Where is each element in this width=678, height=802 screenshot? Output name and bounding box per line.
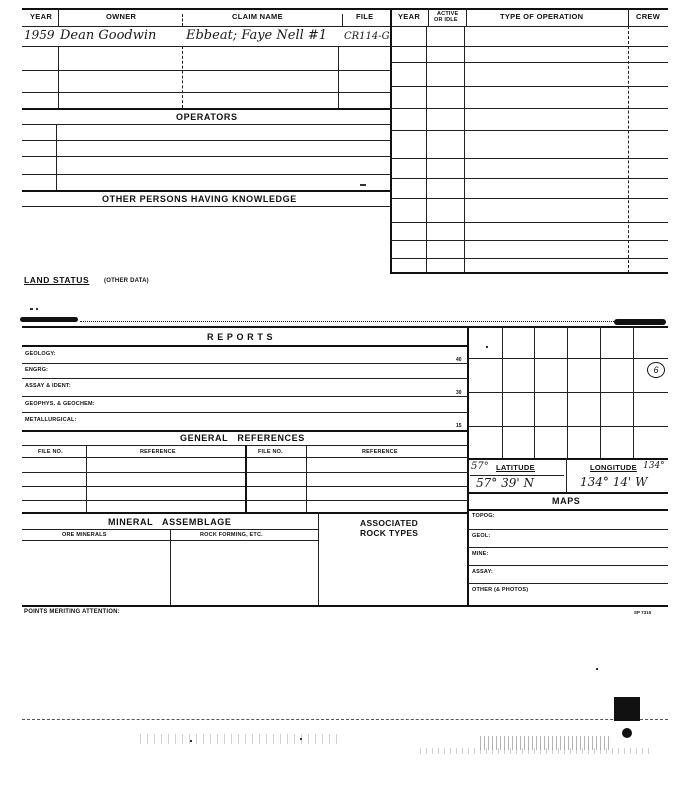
entry-owner: Dean Goodwin xyxy=(60,28,157,43)
associated-rock-label-2: ROCK TYPES xyxy=(360,528,419,538)
entry-file: CR114-G xyxy=(344,31,390,42)
land-status-label: LAND STATUS xyxy=(24,275,90,285)
scan-noise-band-2 xyxy=(140,734,340,744)
lat-prefix: 57° xyxy=(471,461,489,472)
reports-engrg: ENGRG: xyxy=(25,367,49,373)
reports-geology: GEOLOGY: xyxy=(25,351,56,357)
header-claim-name: CLAIM NAME xyxy=(232,12,283,21)
header-active: ACTIVE xyxy=(437,11,459,17)
grid-circle-mark xyxy=(647,362,665,378)
entry-year: 1959 xyxy=(24,28,55,42)
scan-smear-left xyxy=(20,317,78,322)
maps-assay: ASSAY: xyxy=(472,569,494,575)
reports-metallurgical: METALLURGICAL: xyxy=(25,417,77,423)
header-type-of-operation: TYPE OF OPERATION xyxy=(500,12,584,21)
maps-topog: TOPOG: xyxy=(472,513,495,519)
associated-rock-label-1: ASSOCIATED xyxy=(360,518,419,528)
header-year: YEAR xyxy=(30,12,53,21)
reports-assay-num: 30 xyxy=(456,390,462,396)
points-meriting-label: POINTS MERITING ATTENTION: xyxy=(24,609,120,615)
registration-mark-dot xyxy=(622,728,632,738)
registration-mark-square xyxy=(614,697,640,721)
reports-title: R E P O R T S xyxy=(207,332,274,342)
ref-reference-2: REFERENCE xyxy=(362,449,398,455)
longitude-value: 134° 14' W xyxy=(580,475,648,489)
header-year-2: YEAR xyxy=(398,12,421,21)
maps-mine: MINE: xyxy=(472,551,489,557)
ref-file-no-2: FILE NO. xyxy=(258,449,283,455)
reports-metallurgical-num: 15 xyxy=(456,423,462,429)
header-file: FILE xyxy=(356,12,374,21)
reports-geophys: GEOPHYS. & GEOCHEM: xyxy=(25,401,95,407)
header-owner: OWNER xyxy=(106,12,137,21)
header-crew: CREW xyxy=(636,12,661,21)
rock-forming-label: ROCK FORMING, ETC. xyxy=(200,532,263,538)
grid-mark-text: 6 xyxy=(653,365,659,375)
maps-title: MAPS xyxy=(552,496,581,506)
entry-claim-name: Ebbeat; Faye Nell #1 xyxy=(186,28,328,43)
other-persons-label: OTHER PERSONS HAVING KNOWLEDGE xyxy=(102,194,297,204)
ore-minerals-label: ORE MINERALS xyxy=(62,532,107,538)
long-suffix: 134° xyxy=(643,461,665,471)
maps-other: OTHER (& PHOTOS) xyxy=(472,587,529,593)
latitude-value: 57° 39' N xyxy=(476,476,534,490)
longitude-label: LONGITUDE xyxy=(590,463,637,472)
latitude-label: LATITUDE xyxy=(496,463,535,472)
scan-noise-band-3 xyxy=(420,748,650,754)
mineral-assemblage-title: MINERAL ASSEMBLAGE xyxy=(108,517,232,527)
operators-label: OPERATORS xyxy=(176,112,238,122)
ref-reference-1: REFERENCE xyxy=(140,449,176,455)
land-status-sub: (OTHER DATA) xyxy=(104,278,149,284)
form-code: SP 7315 xyxy=(634,610,652,615)
maps-geol: GEOL: xyxy=(472,533,491,539)
reports-assay: ASSAY & IDENT: xyxy=(25,383,71,389)
reports-geology-num: 40 xyxy=(456,357,462,363)
scan-smear-right xyxy=(614,319,666,325)
general-references-title: GENERAL REFERENCES xyxy=(180,433,305,443)
header-or-idle: OR IDLE xyxy=(434,17,458,23)
ref-file-no-1: FILE NO. xyxy=(38,449,63,455)
